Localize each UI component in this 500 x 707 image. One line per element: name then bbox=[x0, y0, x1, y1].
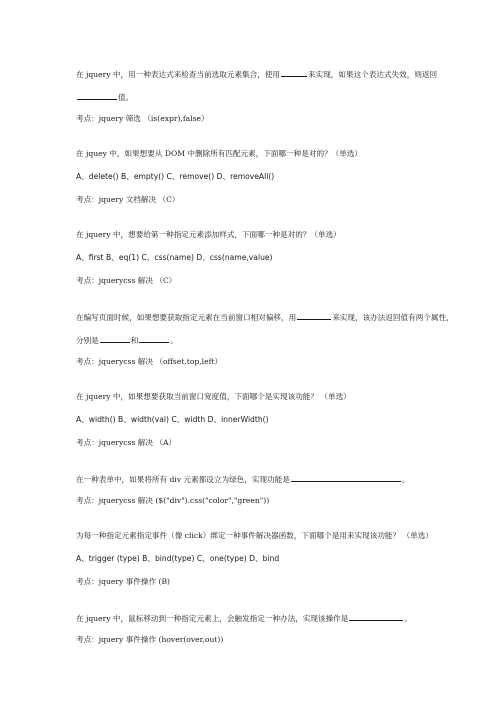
question-text: 值。 bbox=[118, 93, 134, 102]
question-text: 分别是 bbox=[76, 336, 99, 345]
question-text: 。 bbox=[404, 614, 412, 623]
question-text: 来实现，该办法返回值有两个属性， bbox=[332, 313, 454, 322]
question-3-options: A、first B、eq(1) C、css(name) D、css(name,value) bbox=[76, 253, 273, 262]
fill-blank bbox=[100, 334, 130, 343]
question-3-text: 在 jquery 中，想要给第一种指定元素添加样式，下面哪一种是对的？（单选） bbox=[76, 230, 341, 239]
fill-blank bbox=[281, 68, 307, 77]
question-6-note: 考点：jquerycss 解决 ($("div").css("color","green")) bbox=[76, 496, 270, 505]
question-text: 在 jquery 中，鼠标移动到一种指定元素上，会触发指定一种办法，实现该操作是 bbox=[76, 614, 349, 623]
question-4-line-1 bbox=[76, 311, 454, 323]
question-7-note: 考点：jquery 事件操作 (B) bbox=[76, 577, 171, 586]
question-2-note: 考点：jquery 文档解决 （C） bbox=[76, 195, 180, 204]
question-text: 和 bbox=[130, 336, 139, 345]
question-text: 在编写页面时候，如果想要获取指定元素在当前窗口相对偏移，用 bbox=[76, 313, 297, 322]
question-5-note: 考点：jquerycss 解决 （A） bbox=[76, 438, 177, 447]
question-1-note: 考点：jquery 筛选 （is(expr),false） bbox=[76, 114, 209, 123]
question-5-text: 在 jquery 中，如果想要获取当前窗口宽度值，下面哪个是实现该功能？ （单选） bbox=[76, 392, 351, 401]
question-7-text: 为每一种指定元素指定事件（像 click）绑定一种事件解决器函数，下面哪个是用来实现该功能？ （单选） bbox=[76, 531, 433, 540]
fill-blank bbox=[297, 311, 331, 320]
question-text: 在 jquery 中，用一种表达式来检查当前选取元素集合，使用 bbox=[76, 70, 281, 79]
question-3-note: 考点：jquerycss 解决 （C） bbox=[76, 276, 177, 285]
question-8-line-1 bbox=[76, 612, 440, 624]
question-6-line-1 bbox=[76, 473, 440, 485]
question-text: 来实现，如果这个表达式失效，则返回 bbox=[308, 70, 438, 79]
question-text: 在一种表单中，如果将所有 div 元素都设立为绿色，实现功能是 bbox=[76, 475, 290, 484]
question-5-options: A、width() B、width(val) C、width D、innerWidth() bbox=[76, 415, 269, 424]
question-text: 。 bbox=[170, 336, 178, 345]
question-4-note: 考点：jquerycss 解决 （offset,top,left） bbox=[76, 357, 223, 366]
fill-blank bbox=[349, 612, 403, 621]
question-1-line-2 bbox=[76, 91, 440, 103]
fill-blank bbox=[77, 91, 117, 100]
question-8-note: 考点：jquery 事件操作 (hover(over,out)) bbox=[76, 635, 224, 644]
fill-blank bbox=[291, 473, 401, 482]
question-7-options: A、trigger (type) B、bind(type) C、one(type) D、bind bbox=[76, 554, 280, 563]
question-2-text: 在 jquey 中，如果想要从 DOM 中删除所有匹配元素，下面哪一种是对的？（单选） bbox=[76, 149, 363, 158]
question-text: 。 bbox=[401, 475, 410, 484]
question-1-line-1 bbox=[76, 68, 440, 80]
fill-blank bbox=[139, 334, 169, 343]
question-4-line-2 bbox=[76, 334, 440, 346]
question-2-options: A、delete() B、empty() C、remove() D、removeAll() bbox=[76, 172, 275, 181]
